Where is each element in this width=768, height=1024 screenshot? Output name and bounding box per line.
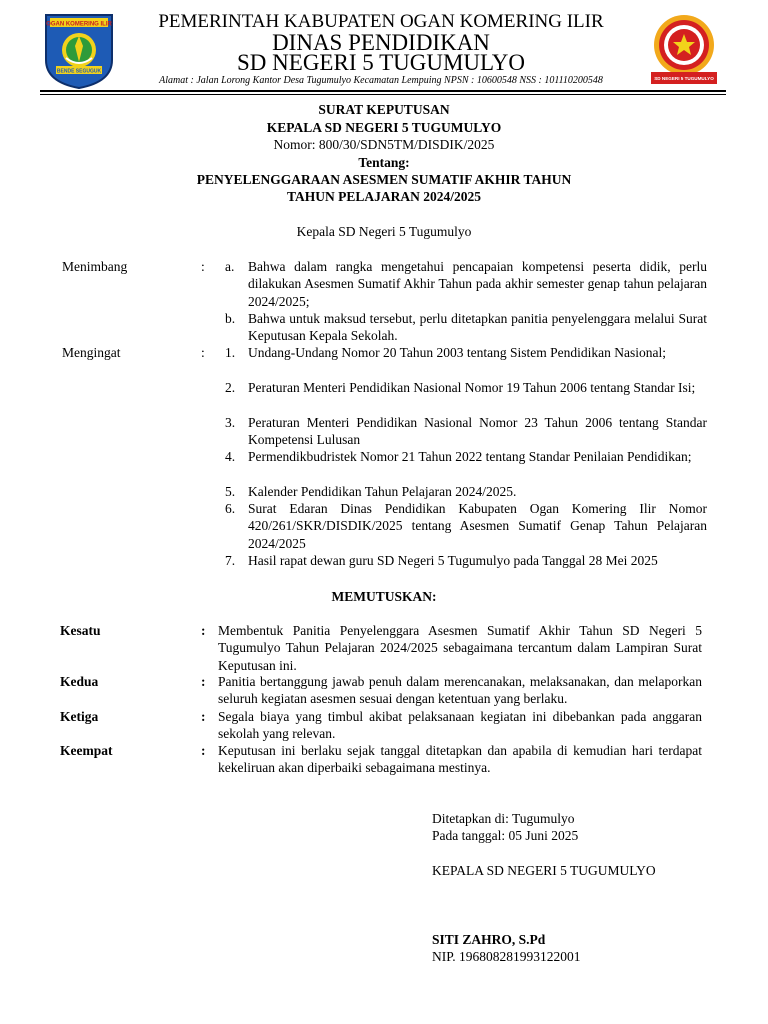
mengingat-mark-2: 2. [225,380,236,395]
signature-place: Ditetapkan di: Tugumulyo [432,811,575,826]
logo-top-text: OGAN KOMERING ILIR [46,21,112,28]
menimbang-item-b: Bahwa untuk maksud tersebut, perlu ditetapkan panitia penyelenggara melalui Surat Keputusan Kepala Sekolah. [248,311,707,344]
document-type: SURAT KEPUTUSAN [318,102,450,117]
menimbang-item-a: Bahwa dalam rangka mengetahui pencapaian kompetensi peserta didik, perlu dilakukan Asesmen Sumatif Akhir Tahun pada akhir semester genap tahun pelajaran 2024/2025; [248,259,707,309]
subject-line-1: PENYELENGGARAAN ASESMEN SUMATIF AKHIR TAHUN [196,172,572,187]
decision-colon-keempat: : [201,743,206,758]
menimbang-mark-b: b. [225,311,236,326]
mengingat-item-4: Permendikbudristek Nomor 21 Tahun 2022 tentang Standar Penilaian Pendidikan; [248,449,692,464]
school-logo-banner: SD NEGERI 5 TUGUMULYO [654,76,714,81]
mengingat-mark-1: 1. [225,345,236,360]
mengingat-item-3: Peraturan Menteri Pendidikan Nasional Nomor 23 Tahun 2006 tentang Standar Kompetensi Lulusan [248,415,707,448]
decision-colon-ketiga: : [201,709,206,724]
letterhead-department: DINAS PENDIDIKAN [272,30,490,55]
decision-label-kesatu: Kesatu [60,623,101,638]
decision-label-ketiga: Ketiga [60,709,99,724]
mengingat-item-7: Hasil rapat dewan guru SD Negeri 5 Tugumulyo pada Tanggal 28 Mei 2025 [248,553,658,568]
signature-position: KEPALA SD NEGERI 5 TUGUMULYO [432,863,656,878]
decision-label-kedua: Kedua [60,674,99,689]
document-number: Nomor: 800/30/SDN5TM/DISDIK/2025 [273,137,495,152]
mengingat-label: Mengingat [62,345,121,360]
signatory-name: SITI ZAHRO, S.Pd [432,932,546,947]
mengingat-item-6: Surat Edaran Dinas Pendidikan Kabupaten Ogan Komering Ilir Nomor 420/261/SKR/DISDIK/2025 tentang Asesmen Sumatif Genap Tahun Pelajaran 2024/2025 [248,501,707,551]
regency-logo [42,12,116,90]
decision-text-keempat: Keputusan ini berlaku sejak tanggal ditetapkan dan apabila di kemudian hari terdapat kekeliruan akan diperbaiki sebagaimana mestinya. [218,743,702,776]
menimbang-colon: : [201,259,205,274]
mengingat-item-1: Undang-Undang Nomor 20 Tahun 2003 tentang Sistem Pendidikan Nasional; [248,345,666,360]
decision-text-kedua: Panitia bertanggung jawab penuh dalam merencanakan, melaksanakan, dan melaporkan seluruh kegiatan asesmen sesuai dengan ketentuan yang berlaku. [218,674,702,707]
authority: Kepala SD Negeri 5 Tugumulyo [296,224,472,239]
menimbang-label: Menimbang [62,259,128,274]
school-logo [649,12,719,86]
about-label: Tentang: [358,155,410,170]
mengingat-mark-3: 3. [225,415,236,430]
signature-date: Pada tanggal: 05 Juni 2025 [432,828,579,843]
decision-text-ketiga: Segala biaya yang timbul akibat pelaksanaan kegiatan ini dibebankan pada anggaran sekolah yang relevan. [218,709,702,742]
mengingat-mark-4: 4. [225,449,236,464]
letterhead-school: SD NEGERI 5 TUGUMULYO [237,50,525,75]
letterhead-rule-thick [40,90,726,92]
letterhead-address: Alamat : Jalan Lorong Kantor Desa Tugumulyo Kecamatan Lempuing NPSN : 10600548 NSS : 101110200548 [159,75,603,86]
menimbang-mark-a: a. [225,259,235,274]
decision-text-kesatu: Membentuk Panitia Penyelenggara Asesmen Sumatif Akhir Tahun SD Negeri 5 Tugumulyo Tahun Pelajaran 2024/2025 sebagaimana tercantum dalam Lampiran Surat Keputusan ini. [218,623,702,673]
decision-heading: MEMUTUSKAN: [331,589,437,604]
mengingat-mark-6: 6. [225,501,236,516]
mengingat-colon: : [201,345,205,360]
mengingat-item-5: Kalender Pendidikan Tahun Pelajaran 2024/2025. [248,484,517,499]
document-issuer: KEPALA SD NEGERI 5 TUGUMULYO [266,120,502,135]
logo-bottom-text: BENDE SEGUGUK [56,68,102,75]
signatory-nip: NIP. 196808281993122001 [432,949,581,964]
mengingat-mark-5: 5. [225,484,236,499]
subject-line-2: TAHUN PELAJARAN 2024/2025 [286,189,481,204]
decision-colon-kedua: : [201,674,206,689]
decision-label-keempat: Keempat [60,743,113,758]
decision-colon-kesatu: : [201,623,206,638]
letterhead-government: PEMERINTAH KABUPATEN OGAN KOMERING ILIR [158,11,604,32]
mengingat-item-2: Peraturan Menteri Pendidikan Nasional Nomor 19 Tahun 2006 tentang Standar Isi; [248,380,696,395]
mengingat-mark-7: 7. [225,553,236,568]
letterhead-rule-thin [40,94,726,95]
